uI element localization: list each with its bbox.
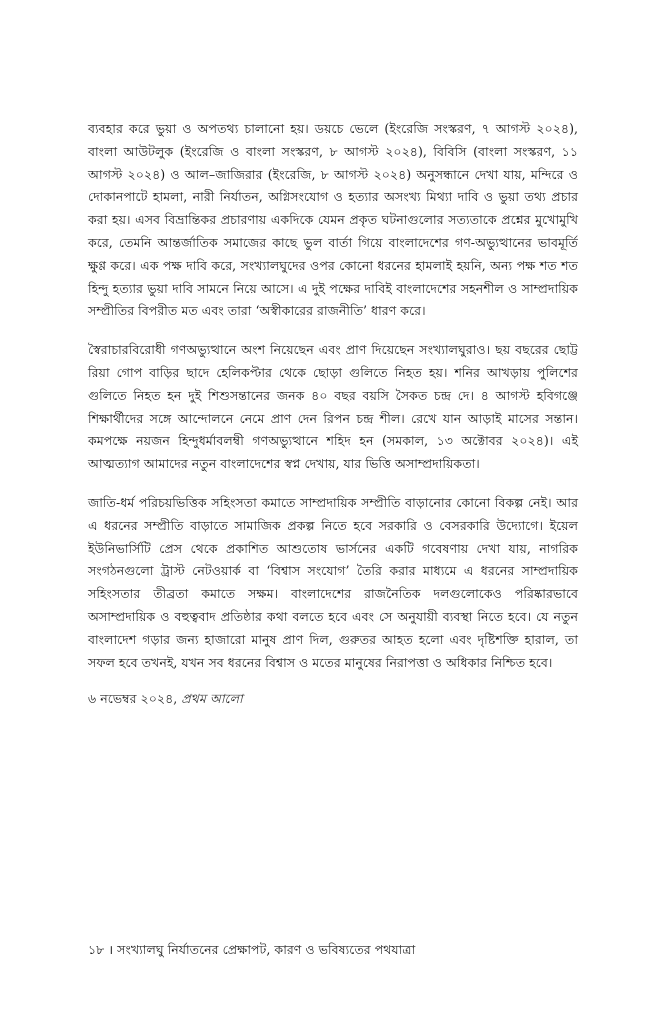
footer-separator: । [108,942,114,957]
page-number: ১৮ [88,942,105,957]
article-dateline [88,688,578,710]
page-footer [88,940,588,960]
dateline-date: ৬ নভেম্বর ২০২৪, [88,691,178,707]
dateline-publication: প্রথম আলো [181,691,243,707]
body-paragraph-1: ব্যবহার করে ভুয়া ও অপতথ্য চালানো হয়। ডয়চে ভেলে (ইংরেজি সংস্করণ, ৭ আগস্ট ২০২৪), বাংলা আউটলুক (ইংরেজি ও বাংলা সংস্করণ, ৮ আগস্ট ২০২৪), বিবিসি (বাংলা সংস্করণ, ১১ আগস্ট ২০২৪) ও আল–জাজিরার (ইংরেজি, ৮ আগস্ট ২০২৪) অনুসন্ধানে দেখা যায়, মন্দিরে ও দোকানপাটে হামলা, নারী নির্যাতন, অগ্নিসংযোগ ও হত্যার অসংখ্য মিথ্যা দাবি ও ভুয়া তথ্য প্রচার করা হয়। এসব বিভ্রান্তিকর প্রচারণায় একদিকে যেমন প্রকৃত ঘটনাগুলোর সত্যতাকে প্রশ্নের মুখোমুখি করে, তেমনি আন্তর্জাতিক সমাজের কাছে ভুল বার্তা গিয়ে বাংলাদেশের গণ-অভ্যুত্থানের ভাবমূর্তি ক্ষুণ্ণ করে। এক পক্ষ দাবি করে, সংখ্যালঘুদের ওপর কোনো ধরনের হামলাই হয়নি, অন্য পক্ষ শত শত হিন্দু হত্যার ভুয়া দাবি সামনে নিয়ে আসে। এ দুই পক্ষের দাবিই বাংলাদেশের সহনশীল ও সাম্প্রদায়িক সম্প্রীতির বিপরীত মত এবং তারা ‘অস্বীকারের রাজনীতি’ ধারণ করে। [88,121,578,319]
running-title: সংখ্যালঘু নির্যাতনের প্রেক্ষাপট, কারণ ও ভবিষ্যতের পথযাত্রা [117,942,416,957]
page-content [88,118,578,710]
body-paragraph-3: জাতি-ধর্ম পরিচয়ভিত্তিক সহিংসতা কমাতে সাম্প্রদায়িক সম্প্রীতি বাড়ানোর কোনো বিকল্প নেই। আর এ ধরনের সম্প্রীতি বাড়াতে সামাজিক প্রকল্প নিতে হবে সরকারি ও বেসরকারি উদ্যোগে। ইয়েল ইউনিভার্সিটি প্রেস থেকে প্রকাশিত আশুতোষ ভার্সনের একটি গবেষণায় দেখা যায়, নাগরিক সংগঠনগুলো ট্রাস্ট নেটওয়ার্ক বা ‘বিশ্বাস সংযোগ’ তৈরি করার মাধ্যমে এ ধরনের সাম্প্রদায়িক সহিংসতার তীব্রতা কমাতে সক্ষম। বাংলাদেশের রাজনৈতিক দলগুলোকেও পরিষ্কারভাবে অসাম্প্রদায়িক ও বহুত্ববাদ প্রতিষ্ঠার কথা বলতে হবে এবং সে অনুযায়ী ব্যবস্থা নিতে হবে। যে নতুন বাংলাদেশ গড়ার জন্য হাজারো মানুষ প্রাণ দিল, গুরুতর আহত হলো এবং দৃষ্টিশক্তি হারাল, তা সফল হবে তখনই, যখন সব ধরনের বিশ্বাস ও মতের মানুষের নিরাপত্তা ও অধিকার নিশ্চিত হবে। [88,494,578,670]
body-paragraph-2: স্বৈরাচারবিরোধী গণঅভ্যুত্থানে অংশ নিয়েছেন এবং প্রাণ দিয়েছেন সংখ্যালঘুরাও। ছয় বছরের ছোট্ট রিয়া গোপ বাড়ির ছাদে হেলিকপ্টার থেকে ছোড়া গুলিতে নিহত হয়। শনির আখড়ায় পুলিশের গুলিতে নিহত হন দুই শিশুসন্তানের জনক ৪০ বছর বয়সি সৈকত চন্দ্র দে। ৪ আগস্ট হবিগঞ্জে শিক্ষার্থীদের সঙ্গে আন্দোলনে নেমে প্রাণ দেন রিপন চন্দ্র শীল। রেখে যান আড়াই মাসের সন্তান। কমপক্ষে নয়জন হিন্দুধর্মাবলম্বী গণঅভ্যুত্থানে শহিদ হন (সমকাল, ১৩ অক্টোবর ২০২৪)। এই আত্মত্যাগ আমাদের নতুন বাংলাদেশের স্বপ্ন দেখায়, যার ভিত্তি অসাম্প্রদায়িকতা। [88,342,578,472]
